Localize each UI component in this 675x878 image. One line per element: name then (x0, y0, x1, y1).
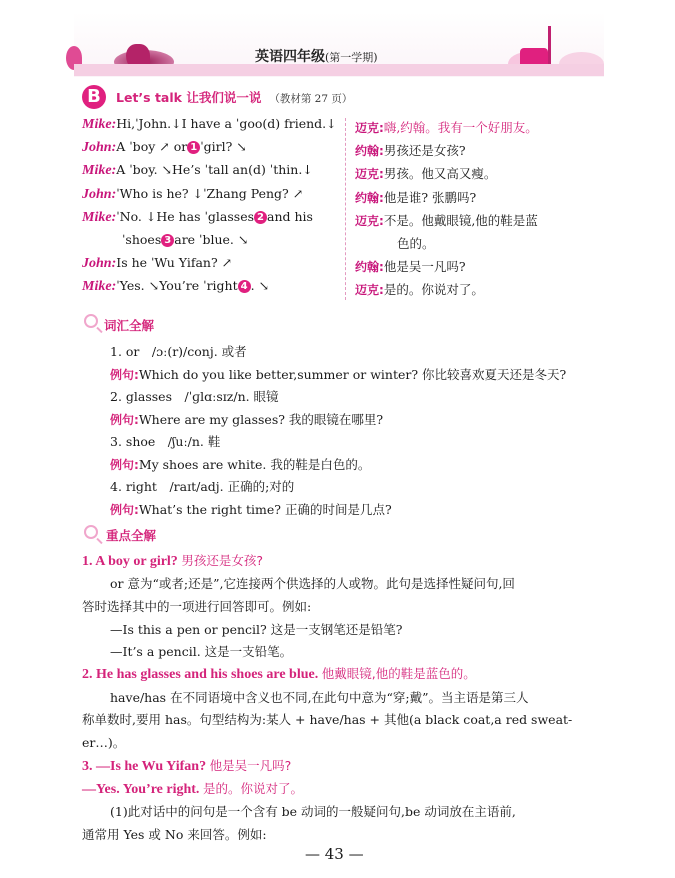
translation-text: 他是吴一凡吗? (383, 259, 466, 275)
speaker-name: John (82, 256, 112, 272)
dialogue-text: Hi,ˈJohn.↓I have a ˈgoo(d) friend.↓ (116, 116, 337, 131)
speaker-name: Mike (82, 117, 112, 132)
paragraph-line: have/has 在不同语境中含义也不同,在此句中意为“穿;戴”。当主语是第三人 (110, 690, 529, 705)
example-label: 例句: (110, 502, 139, 517)
dialogue-text: are ˈblue. ↘ (174, 232, 249, 247)
house-decoration (520, 48, 548, 64)
kp-title-cn: 他是吴一凡吗? (209, 758, 292, 773)
kp-title-en: 1. A boy or girl? (82, 554, 178, 569)
vocab-entry: 4. right /raɪt/adj. 正确的;对的 (110, 479, 295, 494)
translation-line (355, 188, 476, 206)
dialogue-text: ˈgirl? ↘ (200, 139, 247, 155)
speaker-name: Mike (82, 279, 112, 295)
paragraph-line: 通常用 Yes 或 No 来回答。例如: (82, 827, 267, 842)
blank-number-badge: 4 (238, 280, 251, 293)
translation-line (355, 141, 466, 159)
vocab-entry: 1. or /ɔː(r)/conj. 或者 (110, 344, 247, 359)
dialogue-line (82, 278, 269, 295)
kp-title-en: 2. He has glasses and his shoes are blue. (82, 667, 319, 682)
speaker-name-cn: 约翰: (355, 260, 384, 275)
translation-text: 是的。你说对了。 (383, 282, 484, 298)
vocab-example (110, 410, 383, 428)
blank-number-badge: 1 (187, 141, 200, 154)
page-number: — 43 — (305, 845, 364, 863)
magnifier-icon (84, 314, 98, 328)
kp-title-en: —Yes. You’re right. (82, 782, 200, 797)
example-line: —It’s a pencil. 这是一支铅笔。 (110, 644, 293, 659)
paragraph-line: or 意为“或者;还是”,它连接两个供选择的人或物。此句是选择性疑问句,回 (110, 576, 515, 591)
dialogue-text: ˈNo. ↓He has ˈglasses (116, 208, 255, 224)
keypoint-2-title (82, 664, 476, 683)
vocab-example (110, 500, 392, 518)
speaker-name: John (82, 140, 112, 156)
keypoint-3-title (82, 756, 291, 775)
example-sentence: Where are my glasses? 我的眼镜在哪里? (138, 411, 384, 427)
section-title (116, 88, 352, 106)
dialogue-line (82, 139, 247, 156)
vocab-example (110, 365, 566, 383)
vocab-entry: 2. glasses /ˈɡlɑːsɪz/n. 眼镜 (110, 389, 279, 404)
dialogue-line (82, 255, 232, 272)
colon: : (111, 256, 117, 272)
example-label: 例句: (110, 412, 139, 427)
colon: : (111, 140, 117, 156)
paragraph-line: er…)。 (82, 735, 126, 750)
translation-text: 嗨,约翰。我有一个好朋友。 (383, 120, 538, 135)
translation-line (355, 280, 484, 298)
translation-line (397, 234, 435, 252)
dialogue-text: A ˈboy. ↘He’s ˈtall an(d) ˈthin.↓ (116, 162, 313, 178)
paragraph-line: (1)此对话中的问句是一个含有 be 动词的一般疑问句,be 动词放在主语前, (110, 804, 516, 819)
dialogue-text: . ↘ (250, 278, 270, 294)
blank-number-badge: 2 (254, 211, 267, 224)
kp-title-cn: 他戴眼镜,他的鞋是蓝色的。 (321, 666, 476, 681)
column-divider (345, 118, 346, 300)
section-badge: B (82, 85, 106, 109)
speaker-name-cn: 约翰: (355, 190, 384, 205)
dialogue-text: A ˈboy ↗ or (116, 139, 188, 155)
example-sentence: My shoes are white. 我的鞋是白色的。 (138, 456, 371, 472)
colon: : (111, 117, 117, 132)
dialogue-text: ˈshoes (122, 232, 162, 247)
translation-line (355, 118, 538, 136)
translation-line (355, 164, 496, 182)
dialogue-line (122, 232, 248, 247)
keypoint-1-title (82, 551, 263, 570)
speaker-name: Mike (82, 209, 112, 225)
kp-title-en: 3. —Is he Wu Yifan? (82, 759, 207, 774)
kp-title-cn: 是的。你说对了。 (202, 781, 303, 796)
dialogue-text: and his (267, 208, 313, 224)
translation-line (355, 257, 466, 275)
example-line: —Is this a pen or pencil? 这是一支钢笔还是铅笔? (110, 622, 403, 637)
book-subtitle: (第一学期) (325, 51, 378, 64)
translation-line (355, 211, 538, 229)
vocab-example (110, 455, 370, 473)
example-sentence: What’s the right time? 正确的时间是几点? (138, 501, 392, 517)
colon: : (111, 209, 117, 225)
translation-text: 不是。他戴眼镜,他的鞋是蓝 (383, 212, 538, 228)
paragraph-line: 称单数时,要用 has。句型结构为:某人 + have/has + 其他(a black coat,a red sweat- (82, 712, 573, 727)
dialogue-text: ˈYes. ↘You’re ˈright (116, 278, 238, 294)
speaker-name-cn: 迈克: (355, 283, 384, 298)
example-sentence: Which do you like better,summer or winter? 你比较喜欢夏天还是冬天? (138, 366, 567, 382)
example-label: 例句: (110, 457, 139, 472)
dialogue-text: ˈWho is he? ↓ˈZhang Peng? ↗ (116, 185, 304, 201)
translation-text: 他是谁? 张鹏吗? (383, 189, 477, 205)
speaker-name-cn: 迈克: (355, 167, 384, 182)
speaker-name-cn: 约翰: (355, 144, 384, 159)
dialogue-line (82, 186, 303, 203)
speaker-name: Mike (82, 163, 112, 179)
section-title-text: Let’s talk 让我们说一说 (116, 90, 262, 105)
book-title (255, 46, 378, 66)
keypoints-heading: 重点全解 (106, 528, 157, 543)
translation-text: 色的。 (397, 236, 435, 251)
speaker-name-cn: 迈克: (355, 121, 384, 135)
vocab-heading: 词汇全解 (104, 318, 155, 333)
blank-number-badge: 3 (161, 234, 174, 247)
translation-text: 男孩。他又高又瘦。 (383, 166, 497, 182)
colon: : (111, 163, 117, 179)
dialogue-text: Is he ˈWu Yifan? ↗ (116, 255, 233, 271)
paragraph-line: 答时选择其中的一项进行回答即可。例如: (82, 599, 312, 614)
keypoint-3-answer (82, 779, 303, 798)
speaker-name-cn: 迈克: (355, 213, 384, 228)
dialogue-line (82, 162, 313, 179)
colon: : (111, 279, 117, 295)
kp-title-cn: 男孩还是女孩? (181, 553, 263, 568)
colon: : (111, 186, 117, 202)
vocab-entry: 3. shoe /ʃuː/n. 鞋 (110, 434, 221, 449)
dialogue-line (82, 209, 313, 226)
example-label: 例句: (110, 367, 139, 382)
speaker-name: John (82, 186, 112, 202)
dialogue-line (82, 116, 337, 133)
textbook-reference: （教材第 27 页） (269, 93, 353, 105)
translation-text: 男孩还是女孩? (383, 143, 466, 159)
book-title-text: 英语四年级 (255, 49, 325, 65)
magnifier-icon (84, 525, 98, 539)
